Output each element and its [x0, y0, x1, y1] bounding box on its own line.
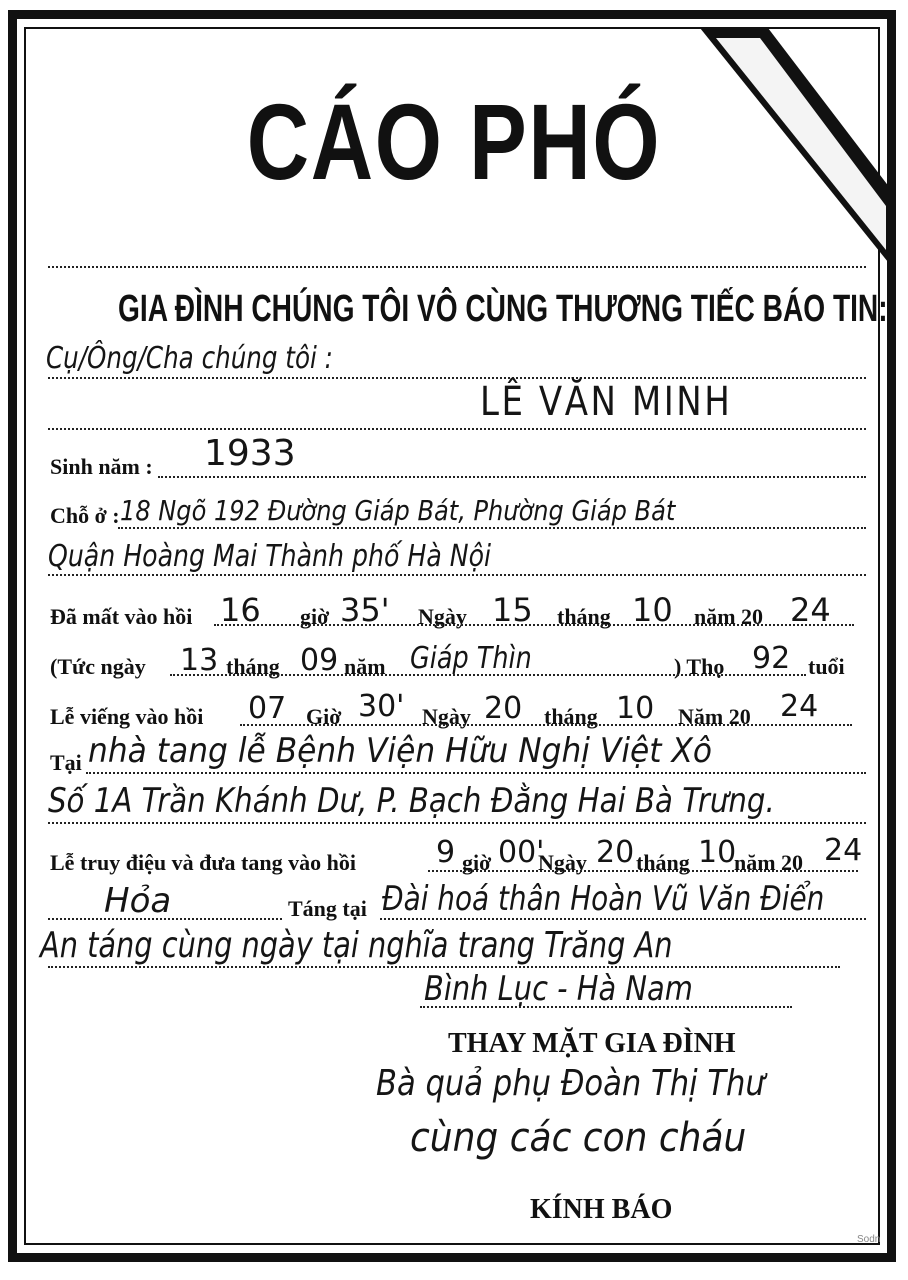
lunar-age: 92	[752, 641, 791, 676]
fill-line	[380, 918, 866, 920]
residence-label: Chỗ ở :	[50, 503, 120, 528]
location-line1: nhà tang lễ Bệnh Viện Hữu Nghị Việt Xô	[88, 731, 713, 771]
burial-method: Hỏa	[104, 881, 172, 921]
memorial-month: 10	[698, 835, 737, 870]
residence-line2: Quận Hoàng Mai Thành phố Hà Nội	[48, 539, 492, 574]
birth-year: 1933	[204, 433, 296, 474]
memorial-day: 20	[596, 835, 635, 870]
memorial-label: Lễ truy điệu và đưa tang vào hồi	[50, 850, 356, 875]
signature-title: THAY MẶT GIA ĐÌNH	[448, 1028, 736, 1059]
fill-line	[240, 724, 852, 726]
residence-line1: 18 Ngõ 192 Đường Giáp Bát, Phường Giáp Bát	[120, 494, 676, 527]
burial-line3: Bình Lục - Hà Nam	[424, 969, 693, 1009]
death-hour-label: giờ	[300, 604, 330, 629]
death-year-suffix: 24	[790, 591, 831, 629]
visitation-label: Lễ viếng vào hồi	[50, 704, 204, 729]
fill-line	[214, 624, 854, 626]
fill-line	[48, 822, 866, 824]
fill-line	[158, 476, 866, 478]
fill-line	[48, 918, 282, 920]
death-day: 15	[492, 591, 533, 629]
lunar-label: (Tức ngày	[50, 654, 146, 679]
fill-line	[48, 574, 866, 576]
watermark: Sodn	[857, 1234, 881, 1245]
visitation-year-suffix: 24	[780, 689, 819, 724]
announcement-heading: GIA ĐÌNH CHÚNG TÔI VÔ CÙNG THƯƠNG TIẾC BÁO TIN:	[118, 288, 888, 330]
closing-text: KÍNH BÁO	[530, 1194, 673, 1225]
birth-label: Sinh năm :	[50, 454, 153, 479]
deceased-name: LÊ VĂN MINH	[480, 379, 733, 425]
death-year-label: năm 20	[694, 604, 764, 629]
fill-line	[420, 1006, 792, 1008]
lunar-month: 09	[300, 643, 339, 678]
memorial-year-suffix: 24	[824, 833, 863, 868]
death-label: Đã mất vào hồi	[50, 604, 193, 629]
signature-line2: cùng các con cháu	[410, 1115, 747, 1161]
divider	[48, 266, 866, 268]
visitation-day: 20	[484, 691, 523, 726]
fill-line	[48, 966, 840, 968]
visitation-year-label: Năm 20	[678, 704, 751, 729]
lunar-age-unit: tuổi	[808, 654, 845, 679]
fill-line	[170, 674, 806, 676]
burial-line2: An táng cùng ngày tại nghĩa trang Trăng An	[40, 925, 673, 966]
page-title: CÁO PHÓ	[246, 81, 662, 202]
visitation-minute: 30'	[358, 689, 405, 724]
lunar-day: 13	[180, 643, 219, 678]
visitation-hour-label: Giờ	[306, 704, 342, 729]
location-line2: Số 1A Trần Khánh Dư, P. Bạch Đằng Hai Bà Trưng.	[48, 781, 775, 821]
intro-text: Cụ/Ông/Cha chúng tôi :	[46, 341, 333, 376]
burial-place: Đài hoá thân Hoàn Vũ Văn Điển	[382, 879, 825, 919]
visitation-month-label: tháng	[544, 704, 598, 729]
fill-line	[86, 772, 866, 774]
memorial-hour: 9	[436, 835, 456, 870]
lunar-month-label: tháng	[226, 654, 280, 679]
death-minute: 35'	[340, 591, 390, 629]
fill-line	[48, 428, 866, 430]
fill-line	[48, 377, 866, 379]
memorial-year-label: năm 20	[734, 850, 804, 875]
lunar-year-label: năm	[344, 654, 386, 679]
memorial-minute: 00'	[498, 835, 545, 870]
fill-line	[428, 870, 858, 872]
fill-line	[118, 527, 866, 529]
visitation-day-label: Ngày	[422, 704, 471, 729]
death-hour: 16	[220, 591, 261, 629]
death-day-label: Ngày	[418, 604, 467, 629]
memorial-day-label: Ngày	[538, 850, 587, 875]
lunar-year: Giáp Thìn	[410, 641, 532, 676]
memorial-month-label: tháng	[636, 850, 690, 875]
death-month: 10	[632, 591, 673, 629]
signature-line1: Bà quả phụ Đoàn Thị Thư	[376, 1063, 765, 1104]
location-label: Tại	[50, 750, 82, 775]
burial-label: Táng tại	[288, 896, 367, 921]
memorial-hour-label: giờ	[462, 850, 492, 875]
lunar-age-label: ) Thọ	[674, 654, 725, 679]
death-month-label: tháng	[557, 604, 611, 629]
visitation-month: 10	[616, 691, 655, 726]
visitation-hour: 07	[248, 691, 287, 726]
